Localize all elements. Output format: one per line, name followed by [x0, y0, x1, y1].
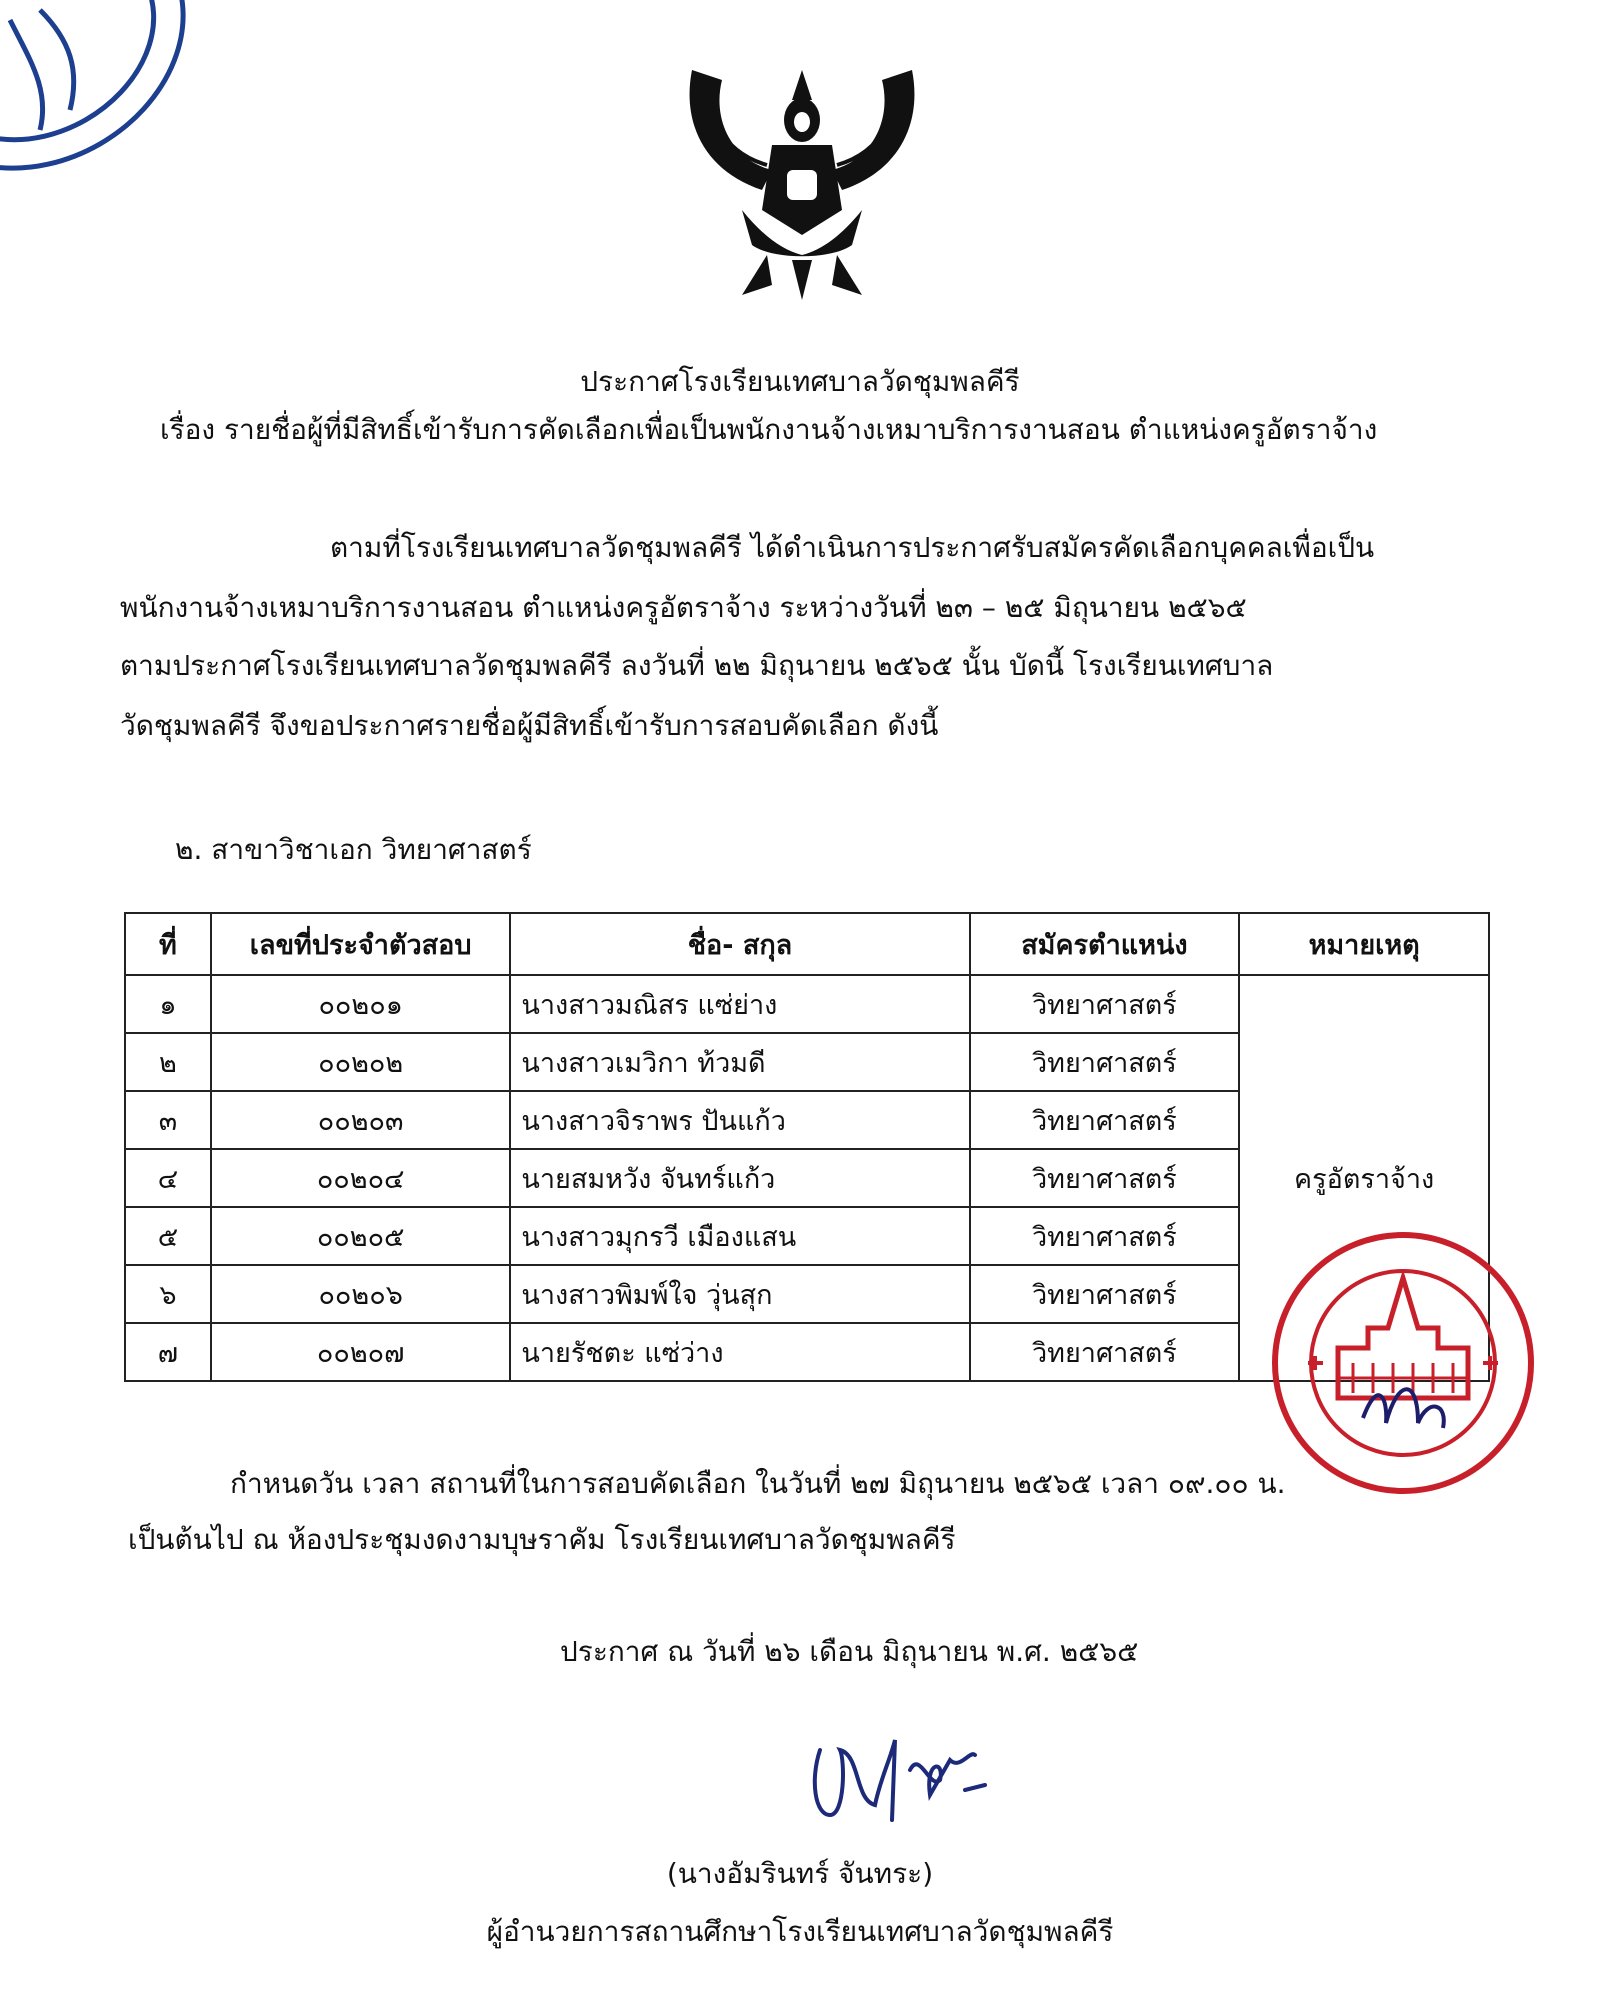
- cell-no: ๗: [125, 1323, 211, 1381]
- cell-name: นางสาวจิราพร ปันแก้ว: [510, 1091, 969, 1149]
- table-row: [125, 975, 1489, 1033]
- cell-name: นางสาวพิมพ์ใจ วุ่นสุก: [510, 1265, 969, 1323]
- body-paragraph-line-3: ตามประกาศโรงเรียนเทศบาลวัดชุมพลคีรี ลงวันที่ ๒๒ มิถุนายน ๒๕๖๕ นั้น บัดนี้ โรงเรียนเทศบาล: [120, 649, 1274, 682]
- body-paragraph-line-2: พนักงานจ้างเหมาบริการงานสอน ตำแหน่งครูอัตราจ้าง ระหว่างวันที่ ๒๓ – ๒๕ มิถุนายน ๒๕๖๕: [120, 591, 1247, 624]
- exam-info-line-2: เป็นต้นไป ณ ห้องประชุมงดงามบุษราคัม โรงเรียนเทศบาลวัดชุมพลคีรี: [128, 1523, 956, 1556]
- signer-name: (นางอัมรินทร์ จันทระ): [666, 1857, 934, 1890]
- cell-no: ๖: [125, 1265, 211, 1323]
- header-exam-id: เลขที่ประจำตัวสอบ: [211, 913, 511, 975]
- exam-info-line-1: กำหนดวัน เวลา สถานที่ในการสอบคัดเลือก ในวันที่ ๒๗ มิถุนายน ๒๕๖๕ เวลา ๐๙.๐๐ น.: [230, 1467, 1286, 1500]
- cell-position: วิทยาศาสตร์: [970, 1323, 1240, 1381]
- cell-exam-id: ๐๐๒๐๑: [211, 975, 511, 1033]
- header-position: สมัครตำแหน่ง: [970, 913, 1240, 975]
- cell-exam-id: ๐๐๒๐๖: [211, 1265, 511, 1323]
- cell-no: ๒: [125, 1033, 211, 1091]
- table-header-row: [125, 913, 1489, 975]
- blue-corner-stamp-icon: [0, 0, 200, 190]
- announcement-subject: เรื่อง รายชื่อผู้ที่มีสิทธิ์เข้ารับการคัดเลือกเพื่อเป็นพนักงานจ้างเหมาบริการงานสอน ตำแหน่งครูอัตราจ้าง: [160, 413, 1378, 446]
- cell-name: นางสาวมุกรวี เมืองแสน: [510, 1207, 969, 1265]
- cell-exam-id: ๐๐๒๐๔: [211, 1149, 511, 1207]
- cell-name: นางสาวมณิสร แซ่ย่าง: [510, 975, 969, 1033]
- header-no: ที่: [125, 913, 211, 975]
- cell-no: ๕: [125, 1207, 211, 1265]
- cell-position: วิทยาศาสตร์: [970, 1033, 1240, 1091]
- cell-exam-id: ๐๐๒๐๗: [211, 1323, 511, 1381]
- garuda-emblem-icon: [672, 60, 932, 310]
- cell-no: ๓: [125, 1091, 211, 1149]
- cell-position: วิทยาศาสตร์: [970, 1207, 1240, 1265]
- body-paragraph-line-1: ตามที่โรงเรียนเทศบาลวัดชุมพลคีรี ได้ดำเนินการประกาศรับสมัครคัดเลือกบุคคลเพื่อเป็น: [330, 531, 1375, 564]
- cell-name: นางสาวเมวิกา ท้วมดี: [510, 1033, 969, 1091]
- signature-icon: [800, 1720, 1000, 1830]
- cell-position: วิทยาศาสตร์: [970, 1265, 1240, 1323]
- cell-exam-id: ๐๐๒๐๕: [211, 1207, 511, 1265]
- cell-position: วิทยาศาสตร์: [970, 1149, 1240, 1207]
- cell-position: วิทยาศาสตร์: [970, 975, 1240, 1033]
- cell-no: ๔: [125, 1149, 211, 1207]
- body-paragraph-line-4: วัดชุมพลคีรี จึงขอประกาศรายชื่อผู้มีสิทธิ์เข้ารับการสอบคัดเลือก ดังนี้: [120, 709, 939, 742]
- cell-position: วิทยาศาสตร์: [970, 1091, 1240, 1149]
- announcement-title: ประกาศโรงเรียนเทศบาลวัดชุมพลคีรี: [580, 365, 1020, 398]
- cell-name: นายสมหวัง จันทร์แก้ว: [510, 1149, 969, 1207]
- signer-position: ผู้อำนวยการสถานศึกษาโรงเรียนเทศบาลวัดชุมพลคีรี: [486, 1915, 1114, 1948]
- cell-remark: ครูอัตราจ้าง: [1239, 975, 1489, 1381]
- announcement-dateline: ประกาศ ณ วันที่ ๒๖ เดือน มิถุนายน พ.ศ. ๒๕๖๕: [560, 1635, 1139, 1668]
- header-remark: หมายเหตุ: [1239, 913, 1489, 975]
- cell-exam-id: ๐๐๒๐๓: [211, 1091, 511, 1149]
- cell-exam-id: ๐๐๒๐๒: [211, 1033, 511, 1091]
- header-name: ชื่อ- สกุล: [510, 913, 969, 975]
- section-heading: ๒. สาขาวิชาเอก วิทยาศาสตร์: [175, 833, 532, 866]
- cell-no: ๑: [125, 975, 211, 1033]
- school-red-seal-icon: [1268, 1228, 1538, 1498]
- cell-name: นายรัชตะ แซ่ว่าง: [510, 1323, 969, 1381]
